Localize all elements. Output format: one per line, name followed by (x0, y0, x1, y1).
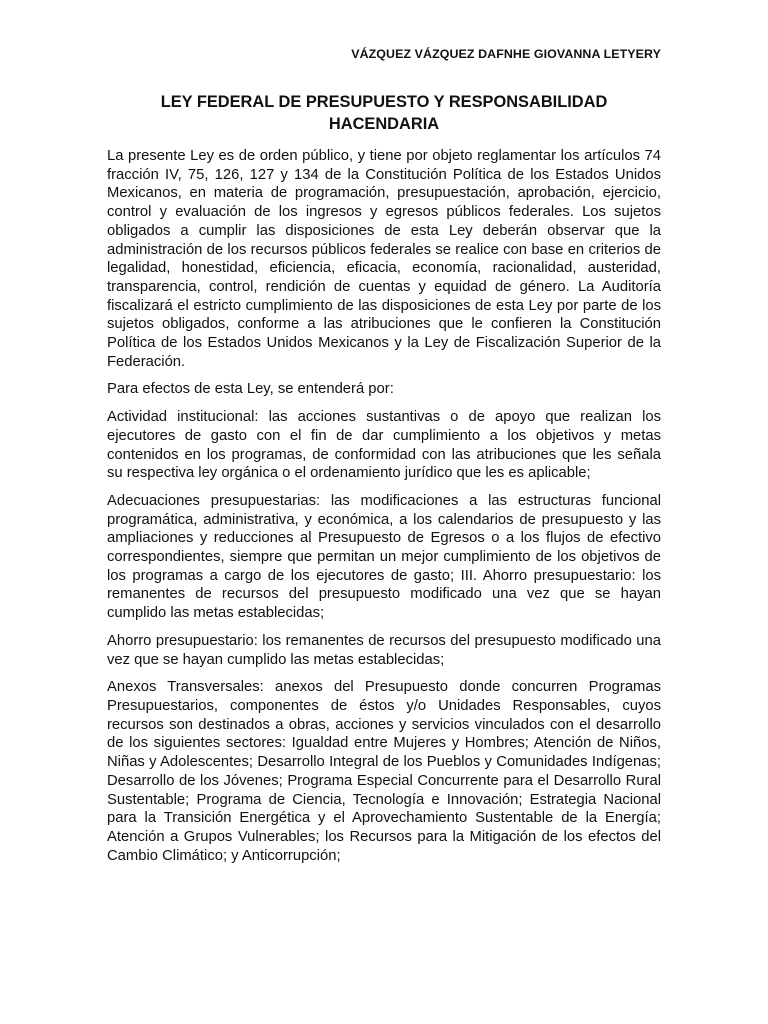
paragraph-anexos-transversales: Anexos Transversales: anexos del Presupuesto donde concurren Programas Presupuestarios, componentes de éstos y/o Unidades Responsables, cuyos recursos son destinados a obras, acciones y servicios vinculados con el desarrollo de los siguientes sectores: Igualdad entre Mujeres y Hombres; Atención de Niños, Niñas y Adolescentes; Desarrollo Integral de los Pueblos y Comunidades Indígenas; Desarrollo de los Jóvenes; Programa Especial Concurrente para el Desarrollo Rural Sustentable; Programa de Ciencia, Tecnología e Innovación; Estrategia Nacional para la Transición Energética y el Aprovechamiento Sustentable de la Energía; Atención a Grupos Vulnerables; los Recursos para la Mitigación de los efectos del Cambio Climático; y Anticorrupción; (107, 679, 661, 864)
document-page (107, 0, 661, 1024)
paragraph-adecuaciones-presupuestarias: Adecuaciones presupuestarias: las modificaciones a las estructuras funcional programática, administrativa, y económica, a los calendarios de presupuesto y las ampliaciones y reducciones al Presupuesto de Egresos o a los flujos de efectivo correspondientes, siempre que permitan un mejor cumplimiento de los objetivos de los programas a cargo de los ejecutores de gasto; III. Ahorro presupuestario: los remanentes de recursos del presupuesto modificado una vez que se hayan cumplido las metas establecidas; (107, 492, 661, 622)
paragraph-actividad-institucional: Actividad institucional: las acciones sustantivas o de apoyo que realizan los ejecutores de gasto con el fin de dar cumplimiento a los objetivos y metas contenidos en los programas, de conformidad con las atribuciones que les señala su respectiva ley orgánica o el ordenamiento jurídico que les es aplicable; (107, 409, 661, 482)
document-body (107, 147, 661, 874)
document-title: LEY FEDERAL DE PRESUPUESTO Y RESPONSABILIDAD HACENDARIA (160, 93, 608, 133)
paragraph-ahorro-presupuestario: Ahorro presupuestario: los remanentes de recursos del presupuesto modificado una vez que se hayan cumplido las metas establecidas; (107, 632, 661, 668)
author-header: VÁZQUEZ VÁZQUEZ DAFNHE GIOVANNA LETYERY (351, 47, 661, 61)
paragraph-objeto: La presente Ley es de orden público, y tiene por objeto reglamentar los artículos 74 fracción IV, 75, 126, 127 y 134 de la Constitución Política de los Estados Unidos Mexicanos, en materia de programación, presupuestación, aprobación, ejercicio, control y evaluación de los ingresos y egresos públicos federales. Los sujetos obligados a cumplir las disposiciones de esta Ley deberán observar que la administración de los recursos públicos federales se realice con base en criterios de legalidad, honestidad, eficiencia, eficacia, economía, racionalidad, austeridad, transparencia, control, rendición de cuentas y equidad de género. La Auditoría fiscalizará el estricto cumplimiento de las disposiciones de esta Ley por parte de los sujetos obligados, conforme a las atribuciones que le confieren la Constitución Política de los Estados Unidos Mexicanos y la Ley de Fiscalización Superior de la Federación. (107, 148, 661, 370)
paragraph-definiciones-intro: Para efectos de esta Ley, se entenderá por: (107, 381, 394, 398)
